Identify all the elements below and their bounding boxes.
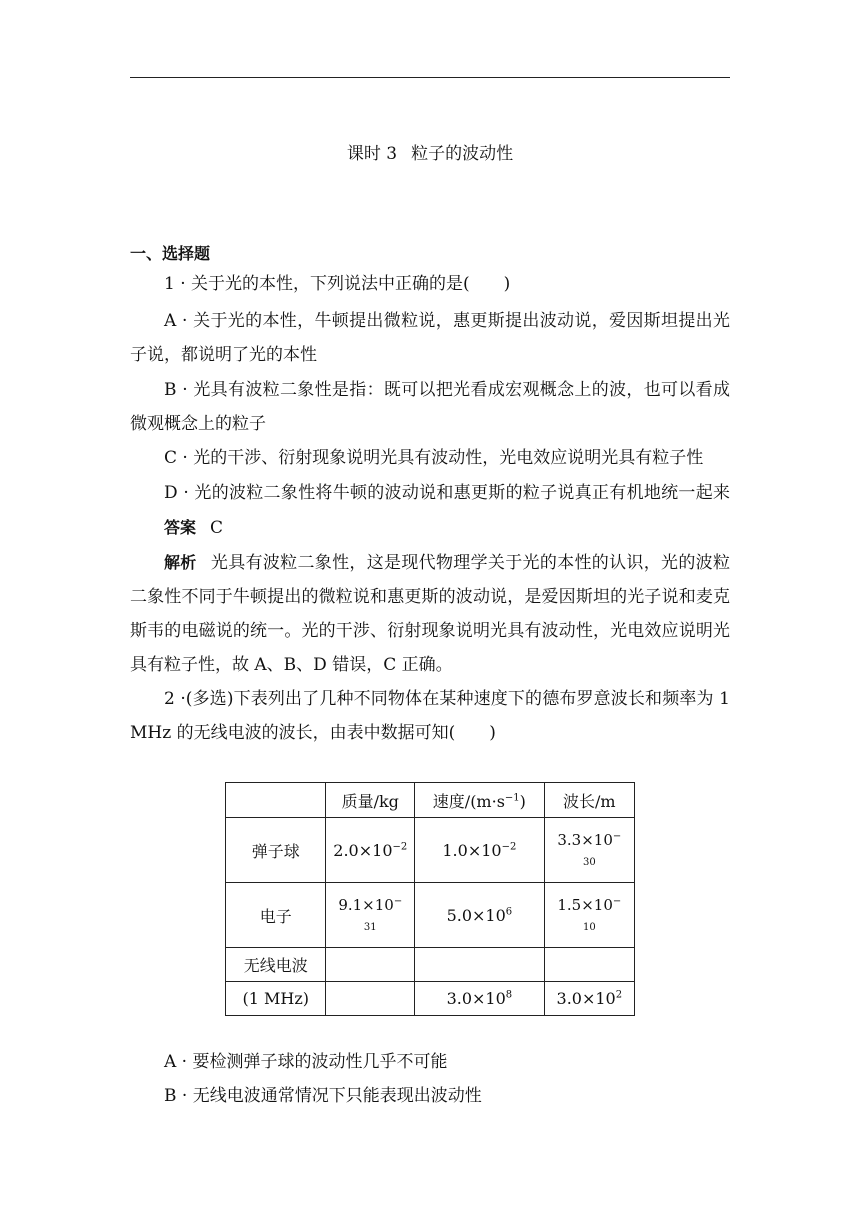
- q1-option-a-line1: A · 关于光的本性，牛顿提出微粒说，惠更斯提出波动说，爱因斯坦提出光: [164, 311, 730, 331]
- table-header-row: [226, 783, 635, 818]
- table-header-mass: 质量/kg: [326, 783, 415, 818]
- cell-electron-speed: [415, 883, 545, 948]
- data-table: [225, 782, 635, 1016]
- row-name-ball: 弹子球: [226, 818, 326, 883]
- cell-empty: [415, 948, 545, 982]
- value-exponent: 2: [615, 989, 623, 1001]
- q1-analysis-line4: 具有粒子性，故 A、B、D 错误，C 正确。: [130, 655, 453, 675]
- cell-radio-wavelength: [544, 982, 634, 1016]
- cell-ball-mass: [326, 818, 415, 883]
- table-row: [226, 982, 635, 1016]
- q1-option-a-line2: 子说，都说明了光的本性: [130, 345, 317, 365]
- speed-unit-exponent: −1: [504, 792, 520, 804]
- section-heading: 一、选择题: [130, 244, 211, 263]
- q1-analysis-line2: 二象性不同于牛顿提出的微粒说和惠更斯的波动说，是爱因斯坦的光子说和麦克: [130, 587, 730, 607]
- table-row: [226, 818, 635, 883]
- table-row: [226, 948, 635, 982]
- value-exponent-wrap: 10: [582, 922, 596, 933]
- q1-option-b-line2: 微观概念上的粒子: [130, 414, 266, 434]
- row-name-electron: 电子: [226, 883, 326, 948]
- answer-value: C: [210, 518, 224, 538]
- lesson-number: 课时 3: [346, 144, 398, 164]
- table-header-empty: [226, 783, 326, 818]
- q2-option-b: B · 无线电波通常情况下只能表现出波动性: [164, 1086, 482, 1106]
- q2-stem-line1: 2 ·(多选)下表列出了几种不同物体在某种速度下的德布罗意波长和频率为 1: [164, 689, 730, 709]
- q1-option-c: C · 光的干涉、衍射现象说明光具有波动性，光电效应说明光具有粒子性: [164, 448, 704, 468]
- q1-answer: [164, 517, 730, 539]
- value-exponent: 8: [505, 989, 513, 1001]
- q2-stem-line2: MHz 的无线电波的波长，由表中数据可知( ): [130, 723, 496, 743]
- cell-electron-wavelength: [544, 883, 634, 948]
- table-row: [226, 883, 635, 948]
- page-title: [0, 139, 860, 164]
- value-exponent-wrap: 31: [363, 922, 377, 933]
- value-exponent: 6: [505, 906, 513, 918]
- q1-analysis-line3: 斯韦的电磁说的统一。光的干涉、衍射现象说明光具有波动性，光电效应说明光: [130, 621, 730, 641]
- value-base: 5.0×10: [446, 905, 506, 925]
- value-base: 3.0×10: [556, 989, 616, 1008]
- row-name-radio: 无线电波: [226, 948, 326, 982]
- value-base: 1.5×10: [557, 896, 613, 914]
- q1-analysis-line1: [164, 552, 730, 574]
- lesson-name: 粒子的波动性: [411, 144, 514, 164]
- cell-ball-wavelength: [544, 818, 634, 883]
- value-exponent: −: [393, 896, 403, 907]
- value-base: 2.0×10: [333, 840, 393, 860]
- value-base: 1.0×10: [442, 840, 502, 860]
- speed-unit-close: ): [519, 791, 526, 811]
- value-base: 3.0×10: [446, 989, 506, 1008]
- cell-empty: [326, 982, 415, 1016]
- value-exponent: −: [612, 831, 622, 842]
- value-exponent-wrap: 30: [582, 857, 596, 868]
- value-exponent: −2: [392, 841, 408, 853]
- row-name-radio-freq: (1 MHz): [226, 982, 326, 1016]
- value-base: 9.1×10: [338, 896, 394, 914]
- q1-option-b-line1: B · 光具有波粒二象性是指：既可以把光看成宏观概念上的波，也可以看成: [164, 380, 730, 400]
- cell-electron-mass: [326, 883, 415, 948]
- q1-stem: 1 · 关于光的本性，下列说法中正确的是( ): [164, 274, 511, 294]
- value-exponent: −2: [501, 841, 517, 853]
- table-header-wavelength: 波长/m: [544, 783, 634, 818]
- cell-ball-speed: [415, 818, 545, 883]
- analysis-label: 解析: [164, 553, 197, 572]
- value-exponent: −: [612, 896, 622, 907]
- table-header-speed: [415, 783, 545, 818]
- header-rule: [130, 77, 730, 78]
- cell-empty: [544, 948, 634, 982]
- answer-label: 答案: [164, 518, 197, 537]
- speed-unit-base: 速度/(m·s: [432, 791, 505, 811]
- q1-option-d: D · 光的波粒二象性将牛顿的波动说和惠更斯的粒子说真正有机地统一起来: [164, 483, 730, 503]
- analysis-text-1: 光具有波粒二象性，这是现代物理学关于光的本性的认识，光的波粒: [210, 553, 730, 573]
- value-base: 3.3×10: [557, 831, 613, 849]
- cell-radio-speed: [415, 982, 545, 1016]
- cell-empty: [326, 948, 415, 982]
- q2-option-a: A · 要检测弹子球的波动性几乎不可能: [164, 1052, 448, 1072]
